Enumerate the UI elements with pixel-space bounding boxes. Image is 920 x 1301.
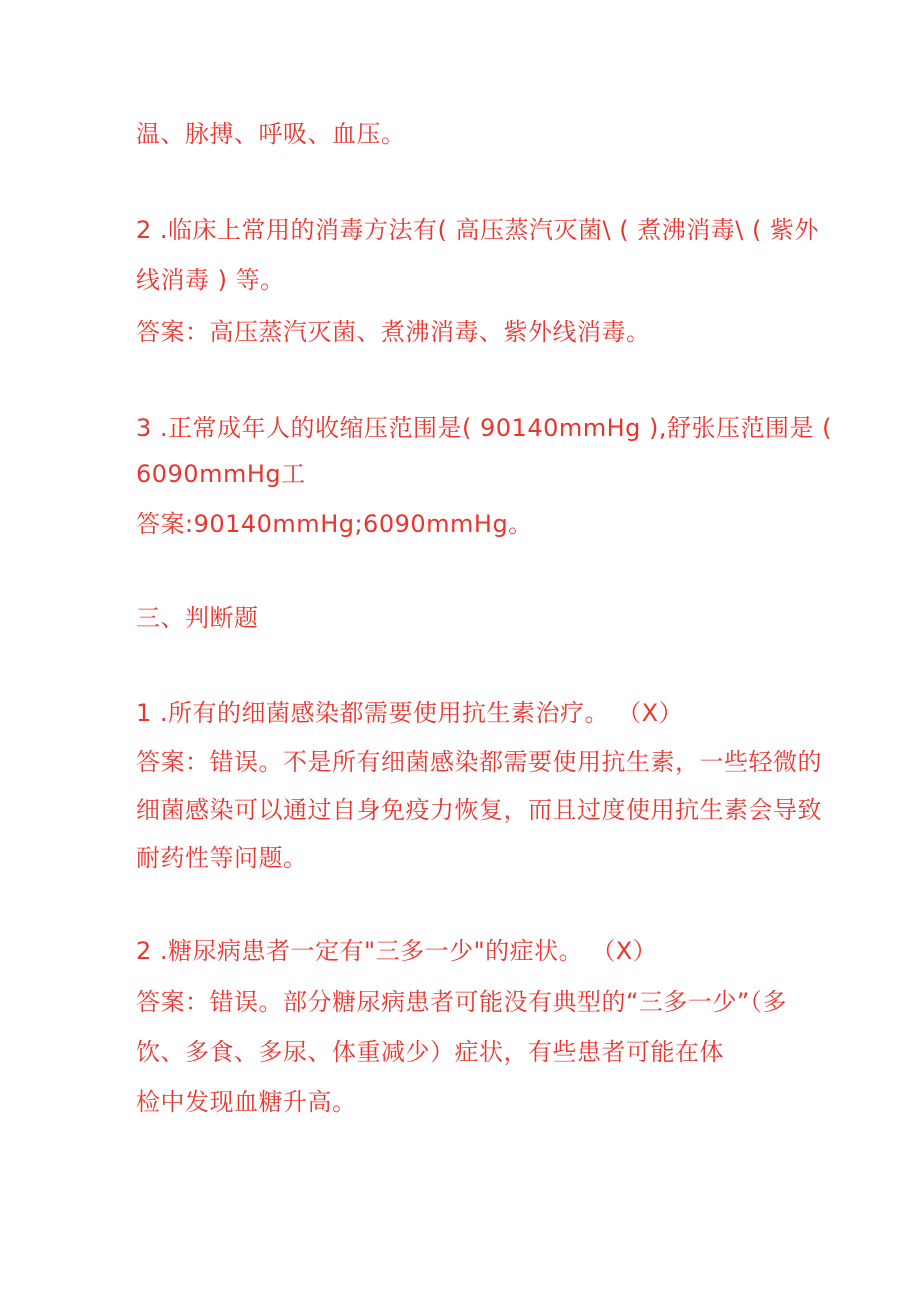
- tf-answer-2-line-1: 答案：错误。部分糖尿病患者可能没有典型的“三多一少”（多: [136, 988, 787, 1016]
- text-line-vital-signs-end: 温、脉搏、呼吸、血压。: [136, 120, 406, 148]
- tf-question-2-diabetes: 2 .糖尿病患者一定有"三多一少"的症状。 （X）: [136, 937, 658, 965]
- answer-3-blood-pressure: 答案:90140mmHg;6090mmHg。: [136, 510, 533, 538]
- question-2-disinfection: 2 .临床上常用的消毒方法有( 高压蒸汽灭菌\ ( 煮沸消毒\ ( 紫外: [136, 216, 819, 244]
- tf-answer-1-line-2: 细菌感染可以通过自身免疫力恢复，而且过度使用抗生素会导致: [136, 796, 822, 824]
- tf-answer-2-line-3: 检中发现血糖升高。: [136, 1088, 357, 1116]
- answer-2-disinfection: 答案：高压蒸汽灭菌、煮沸消毒、紫外线消毒。: [136, 318, 651, 346]
- section-heading-true-false: 三、判断题: [136, 604, 259, 632]
- question-2-continuation: 线消毒 ) 等。: [136, 266, 285, 294]
- tf-answer-1-line-3: 耐药性等问题。: [136, 844, 308, 872]
- question-3-continuation: 6090mmHg工: [136, 460, 306, 488]
- tf-question-1-antibiotics: 1 .所有的细菌感染都需要使用抗生素治疗。 （X）: [136, 699, 684, 727]
- tf-answer-2-line-2: 饮、多食、多尿、体重减少）症状，有些患者可能在体: [136, 1038, 724, 1066]
- question-3-blood-pressure: 3 .正常成年人的收缩压范围是( 90140mmHg ),舒张压范围是 (: [136, 414, 833, 442]
- tf-answer-1-line-1: 答案：错误。不是所有细菌感染都需要使用抗生素，一些轻微的: [136, 748, 822, 776]
